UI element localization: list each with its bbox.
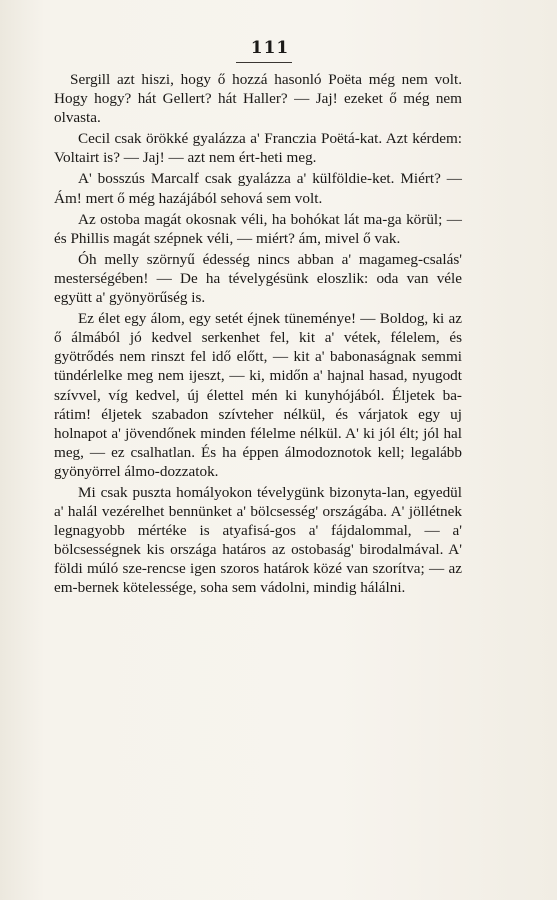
paragraph-ostoba: Az ostoba magát okosnak véli, ha bohókat lát ma-ga körül; — és Phillis magát szépnek véli, — miért? ám, mivel ő vak. — [54, 210, 462, 247]
body-text — [54, 70, 462, 600]
page-number: 111 — [250, 38, 290, 58]
paragraph-sergill: Sergill azt hiszi, hogy ő hozzá hasonló Poëta még nem volt. Hogy hogy? hát Gellert? hát Haller? — Jaj! ezeket ő még nem olvasta. — [54, 71, 462, 127]
paragraph-cecil: Cecil csak örökké gyalázza a' Franczia Poëtá-kat. Azt kérdem: Voltairt is? — Jaj! — azt nem ért-heti meg. — [54, 130, 462, 167]
paragraph-marcalf: A' bosszús Marcalf csak gyalázza a' külföldie-ket. Miért? — Ám! mert ő még hazájából sehová sem volt. — [54, 170, 462, 207]
paragraph-elet-alom: Ez élet egy álom, egy setét éjnek tüneménye! — Boldog, ki az ő álmából jó kedvel serkenhet fel, kit a' vétek, félelem, és gyötrődés nem rinszt fel idő előtt, — kit a' babonaságnak semmi tündérlelke meg nem ijeszt, — ki, midőn a' hajnal hasad, nyugodt szívvel, víg kedvel, új élettel mén ki kunyhójából. Éljetek ba-rátim! éljetek szabadon szívteher nélkül, és várjatok egy uj holnapot a' jövendőnek minden félelme nélkül. A' ki jól élt; jól hal meg, — ez csalhatlan. És ha éppen álmodoznotok kell; legalább gyönyörrel álmo-dozzatok. — [54, 310, 462, 480]
header-rule — [236, 62, 292, 63]
paragraph-edesseg: Óh melly szörnyű édesség nincs abban a' magameg-csalás' mesterségében! — De ha tévelygésünk eloszlik: oda van véle együtt a' gyönyörűség is. — [54, 250, 462, 307]
paragraph-homalyokon: Mi csak puszta homályokon tévelygünk bizonyta-lan, egyedül a' halál vezérelhet bennünket a' bölcsesség' országába. A' jöllétnek legnagyobb mértéke is atyafisá-gos a' fájdalommal, — a' bölcsességnek kis országa határos az ostobaság' birodalmával. A' földi múló sze-rencse igen szoros határok közé van szorítva; — az em-bernek kötelessége, soha sem vádolni, mindig hálálni. — [54, 483, 462, 597]
